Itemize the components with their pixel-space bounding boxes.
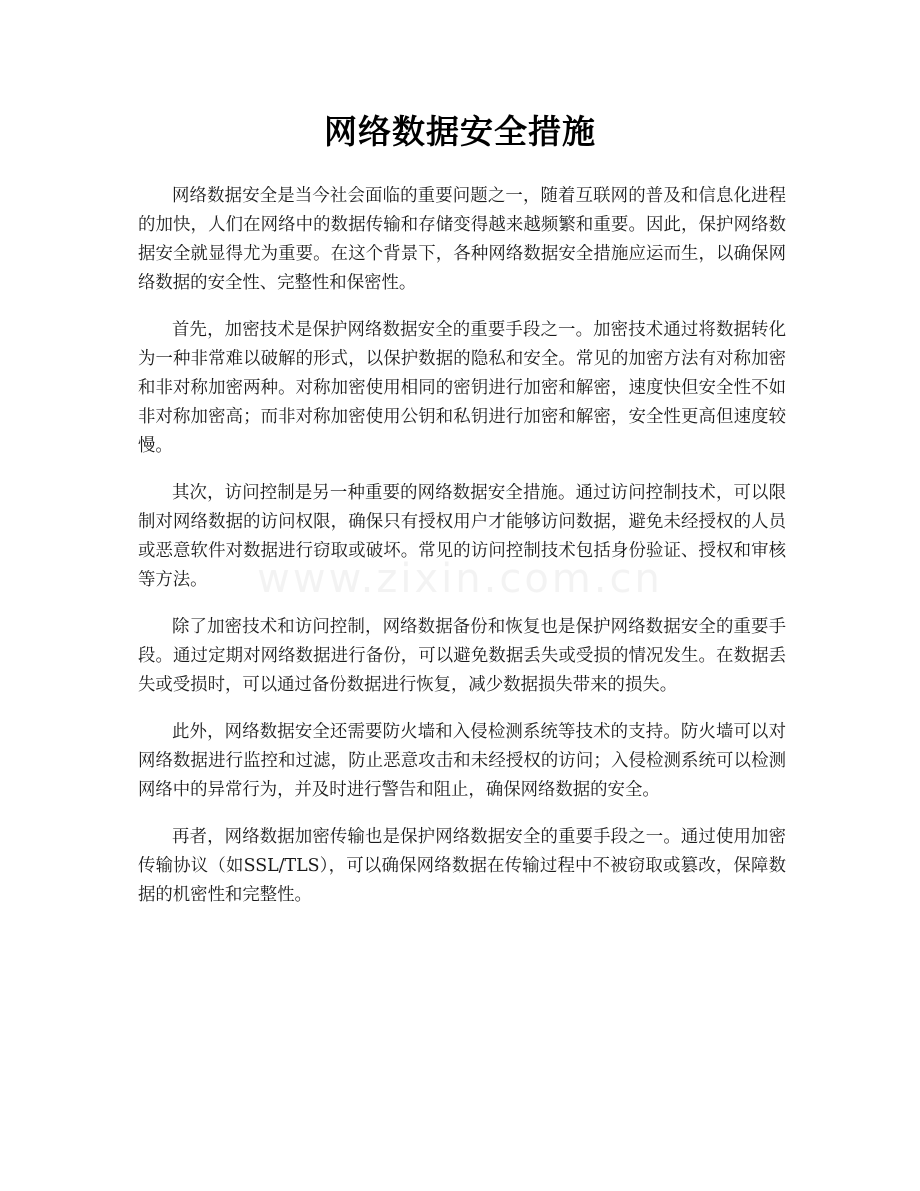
paragraph-backup: 除了加密技术和访问控制，网络数据备份和恢复也是保护网络数据安全的重要手段。通过定期对网络数据进行备份，可以避免数据丢失或受损的情况发生。在数据丢失或受损时，可以通过备份数据进行恢复，减少数据损失带来的损失。 xyxy=(138,617,786,695)
paragraph-firewall: 此外，网络数据安全还需要防火墙和入侵检测系统等技术的支持。防火墙可以对网络数据进行监控和过滤，防止恶意攻击和未经授权的访问；入侵检测系统可以检测网络中的异常行为，并及时进行警告和阻止，确保网络数据的安全。 xyxy=(138,722,786,800)
paragraph-intro: 网络数据安全是当今社会面临的重要问题之一，随着互联网的普及和信息化进程的加快，人们在网络中的数据传输和存储变得越来越频繁和重要。因此，保护网络数据安全就显得尤为重要。在这个背景下，各种网络数据安全措施应运而生，以确保网络数据的安全性、完整性和保密性。 xyxy=(138,186,786,293)
paragraph-encrypted-transmission: 再者，网络数据加密传输也是保护网络数据安全的重要手段之一。通过使用加密传输协议（如SSL/TLS），可以确保网络数据在传输过程中不被窃取或篡改，保障数据的机密性和完整性。 xyxy=(138,827,786,905)
document-title: 网络数据安全措施 xyxy=(324,112,596,151)
document-body xyxy=(138,182,786,928)
watermark: www.zixin.com.cn xyxy=(257,556,663,602)
paragraph-encryption: 首先，加密技术是保护网络数据安全的重要手段之一。加密技术通过将数据转化为一种非常难以破解的形式，以保护数据的隐私和安全。常见的加密方法有对称加密和非对称加密两种。对称加密使用相同的密钥进行加密和解密，速度快但安全性不如非对称加密高；而非对称加密使用公钥和私钥进行加密和解密，安全性更高但速度较慢。 xyxy=(138,320,786,456)
paragraph-access-control: 其次，访问控制是另一种重要的网络数据安全措施。通过访问控制技术，可以限制对网络数据的访问权限，确保只有授权用户才能够访问数据，避免未经授权的人员或恶意软件对数据进行窃取或破坏。常见的访问控制技术包括身份验证、授权和审核等方法。 xyxy=(138,483,786,590)
